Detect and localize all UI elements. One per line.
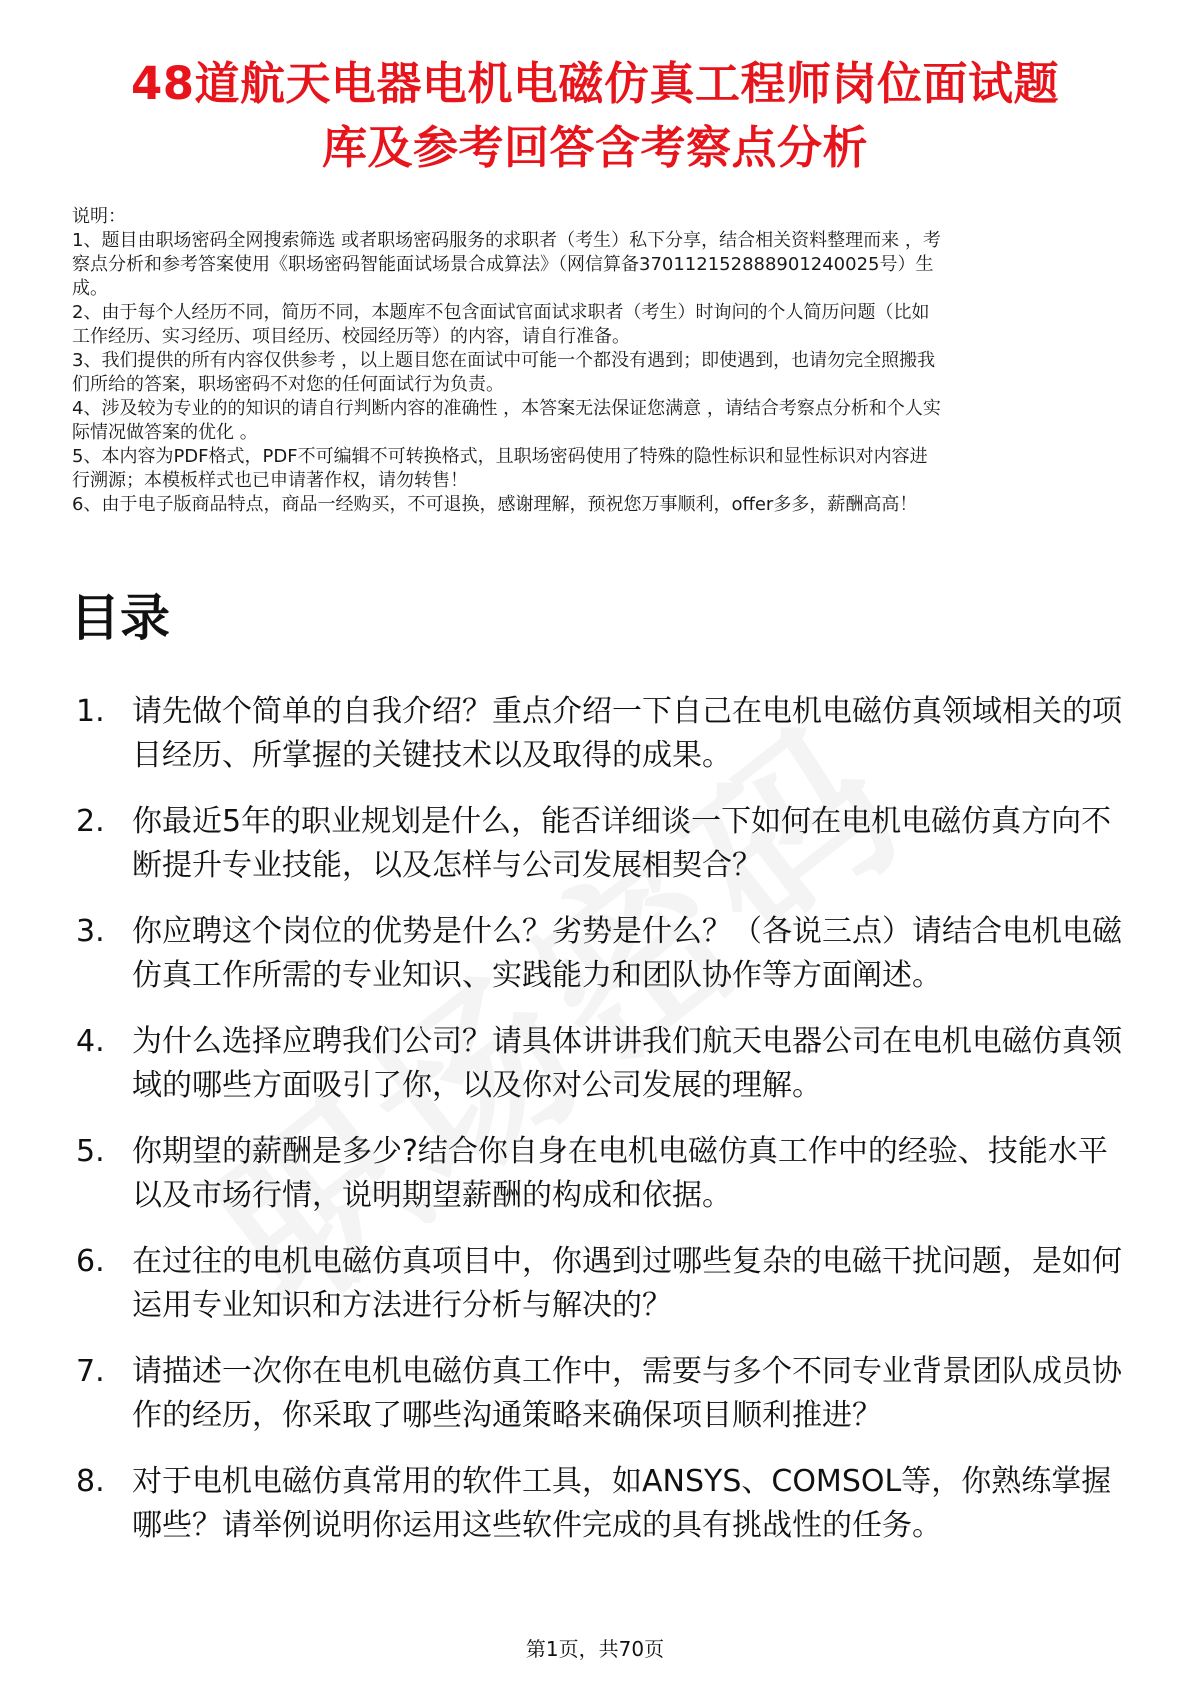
notes-heading: 说明： <box>72 206 126 227</box>
toc-item-text: 对于电机电磁仿真常用的软件工具，如ANSYS、COMSOL等，你熟练掌握哪些？请举例说明你运用这些软件完成的具有挑战性的任务。 <box>132 1464 1112 1543</box>
note-line: 工作经历、实习经历、项目经历、校园经历等）的内容，请自行准备。 <box>72 326 630 347</box>
toc-item[interactable] <box>70 1020 1130 1108</box>
toc-item-number: 3. <box>76 914 105 949</box>
page-footer: 第1页，共70页 <box>525 1637 665 1661</box>
toc-item-number: 2. <box>76 804 105 839</box>
title-line-1: 48道航天电器电机电磁仿真工程师岗位面试题 <box>130 57 1060 110</box>
toc-item[interactable] <box>70 1240 1130 1328</box>
note-line: 们所给的答案，职场密码不对您的任何面试行为负责。 <box>72 374 504 395</box>
toc-item-number: 8. <box>76 1464 105 1499</box>
note-line: 6、由于电子版商品特点，商品一经购买，不可退换，感谢理解，预祝您万事顺利，offer多多，薪酬高高！ <box>72 494 918 515</box>
toc-item-text: 你应聘这个岗位的优势是什么？劣势是什么？（各说三点）请结合电机电磁仿真工作所需的专业知识、实践能力和团队协作等方面阐述。 <box>132 914 1122 993</box>
note-line: 1、题目由职场密码全网搜索筛选 或者职场密码服务的求职者（考生）私下分享，结合相关资料整理而来 ，考 <box>72 230 941 251</box>
note-line: 4、涉及较为专业的的知识的请自行判断内容的准确性 ，本答案无法保证您满意 ，请结合考察点分析和个人实 <box>72 398 941 419</box>
toc-item[interactable] <box>70 690 1130 778</box>
toc-item-number: 4. <box>76 1024 105 1059</box>
toc-item-number: 5. <box>76 1134 105 1169</box>
toc-item-number: 7. <box>76 1354 105 1389</box>
note-line: 成。 <box>72 278 108 299</box>
note-line: 际情况做答案的优化 。 <box>72 422 258 443</box>
toc-item-number: 6. <box>76 1244 105 1279</box>
toc-list <box>70 690 1130 1570</box>
note-line: 5、本内容为PDF格式，PDF不可编辑不可转换格式，且职场密码使用了特殊的隐性标识和显性标识对内容进 <box>72 446 928 467</box>
toc-item-text: 你期望的薪酬是多少?结合你自身在电机电磁仿真工作中的经验、技能水平以及市场行情，说明期望薪酬的构成和依据。 <box>132 1134 1108 1213</box>
toc-item-number: 1. <box>76 694 105 729</box>
document-title <box>60 52 1130 180</box>
toc-item-text: 为什么选择应聘我们公司？请具体讲讲我们航天电器公司在电机电磁仿真领域的哪些方面吸引了你，以及你对公司发展的理解。 <box>132 1024 1122 1103</box>
note-line: 2、由于每个人经历不同，简历不同，本题库不包含面试官面试求职者（考生）时询问的个人简历问题（比如 <box>72 302 930 323</box>
toc-item-text: 在过往的电机电磁仿真项目中，你遇到过哪些复杂的电磁干扰问题，是如何运用专业知识和方法进行分析与解决的？ <box>132 1244 1122 1323</box>
title-line-2: 库及参考回答含考察点分析 <box>321 121 868 174</box>
note-line: 行溯源；本模板样式也已申请著作权，请勿转售！ <box>72 470 468 491</box>
toc-item[interactable] <box>70 910 1130 998</box>
toc-item-text: 你最近5年的职业规划是什么，能否详细谈一下如何在电机电磁仿真方向不断提升专业技能，以及怎样与公司发展相契合？ <box>132 804 1112 883</box>
toc-item[interactable] <box>70 1130 1130 1218</box>
toc-heading: 目录 <box>70 589 170 647</box>
notes-section <box>72 205 1122 517</box>
note-line: 3、我们提供的所有内容仅供参考 ，以上题目您在面试中可能一个都没有遇到；即使遇到，也请勿完全照搬我 <box>72 350 936 371</box>
toc-item[interactable] <box>70 1350 1130 1438</box>
note-line: 察点分析和参考答案使用《职场密码智能面试场景合成算法》（网信算备370112152888901240025号）生 <box>72 254 934 275</box>
toc-item-text: 请先做个简单的自我介绍？重点介绍一下自己在电机电磁仿真领域相关的项目经历、所掌握的关键技术以及取得的成果。 <box>132 694 1122 773</box>
toc-item[interactable] <box>70 800 1130 888</box>
toc-item-text: 请描述一次你在电机电磁仿真工作中，需要与多个不同专业背景团队成员协作的经历，你采取了哪些沟通策略来确保项目顺利推进？ <box>132 1354 1122 1433</box>
toc-item[interactable] <box>70 1460 1130 1548</box>
